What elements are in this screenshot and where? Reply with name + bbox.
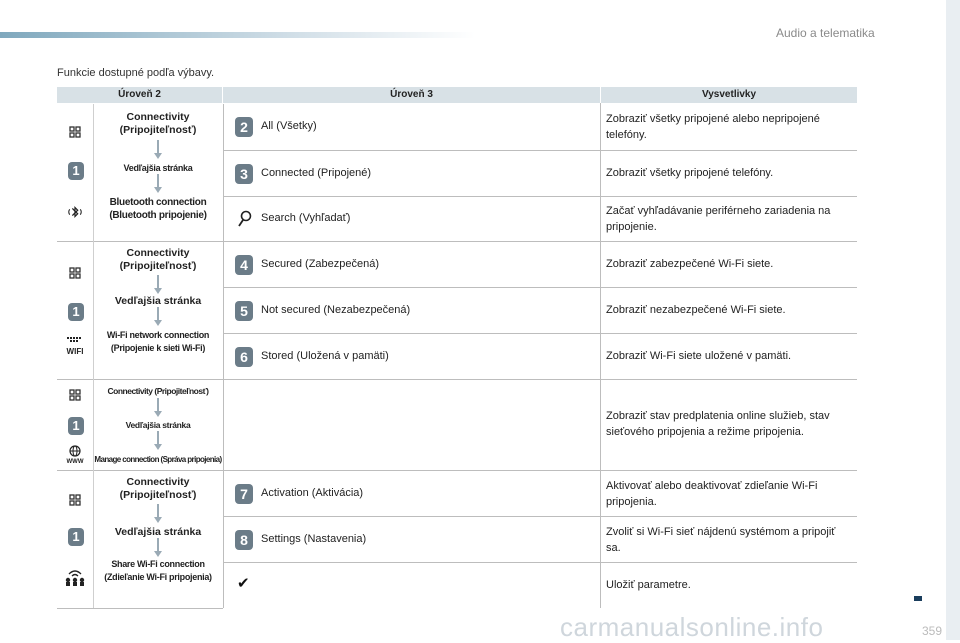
table-row	[223, 151, 857, 197]
row-description: Aktivovať alebo deaktivovať zdieľanie Wi-Fi pripojenia.	[606, 480, 818, 508]
level2-wifi-network-connection: Wi-Fi network connection (Pripojenie k sieti Wi-Fi)	[106, 330, 210, 353]
page-number: 359	[921, 624, 942, 638]
step-badge: 1	[68, 162, 84, 180]
level2-secondary-page: Vedľajšia stránka	[123, 163, 193, 173]
table-row	[223, 517, 857, 563]
level2-connectivity: Connectivity (Pripojiteľnosť)	[107, 386, 209, 396]
number-badge: 3	[235, 164, 253, 184]
level2-connectivity: Connectivity (Pripojiteľnosť)	[119, 247, 197, 272]
step-badge: 1	[68, 528, 84, 546]
arrow-down-icon	[155, 431, 161, 451]
level3-label: Stored (Uložená v pamäti)	[261, 350, 389, 362]
row-description: Začať vyhľadávanie periférneho zariadenia na pripojenie.	[606, 205, 831, 233]
arrow-down-icon	[155, 275, 161, 295]
grid-icon	[67, 124, 83, 140]
number-badge: 2	[235, 117, 253, 137]
share-wifi-icon	[64, 566, 86, 586]
level2-manage-connection: Manage connection (Správa pripojenia)	[94, 455, 222, 464]
page-marker	[914, 596, 922, 601]
level2-connectivity: Connectivity (Pripojiteľnosť)	[119, 111, 197, 136]
table-row	[223, 242, 857, 288]
level2-secondary-page: Vedľajšia stránka	[114, 526, 202, 538]
table-row	[223, 380, 857, 471]
group-bluetooth	[57, 104, 223, 242]
arrow-down-icon	[155, 174, 161, 194]
group-manage-connection	[57, 379, 223, 471]
search-icon	[237, 210, 253, 226]
level2-connectivity: Connectivity (Pripojiteľnosť)	[119, 476, 197, 501]
number-badge: 6	[235, 347, 253, 367]
www-icon	[64, 445, 86, 465]
level3-label: Activation (Aktivácia)	[261, 487, 364, 499]
watermark: carmanualsonline.info	[560, 612, 824, 642]
grid-icon	[67, 265, 83, 281]
header-level2: Úroveň 2	[57, 87, 222, 103]
step-badge: 1	[68, 303, 84, 321]
page-edge-strip	[946, 0, 960, 640]
table-row	[223, 288, 857, 334]
row-description: Zobraziť Wi-Fi siete uložené v pamäti.	[606, 350, 792, 362]
number-badge: 5	[235, 301, 253, 321]
table-row	[223, 471, 857, 517]
row-description: Zobraziť zabezpečené Wi-Fi siete.	[606, 258, 774, 270]
level2-share-wifi-connection: Share Wi-Fi connection (Zdieľanie Wi-Fi pripojenia)	[104, 559, 212, 582]
table-row	[223, 563, 857, 608]
level3-label: Not secured (Nezabezpečená)	[261, 304, 411, 316]
row-description: Zobraziť všetky pripojené telefóny.	[606, 167, 774, 179]
arrow-down-icon	[155, 140, 161, 160]
group-wifi-network	[57, 241, 223, 380]
svg-text:WIFI: WIFI	[66, 347, 84, 356]
level3-label: Settings (Nastavenia)	[261, 533, 367, 545]
grid-icon	[67, 492, 83, 508]
table-row	[223, 104, 857, 151]
section-title: Audio a telematika	[776, 26, 875, 40]
row-description: Zobraziť všetky pripojené alebo nepripojené telefóny.	[606, 113, 820, 141]
table-row	[223, 197, 857, 242]
number-badge: 4	[235, 255, 253, 275]
checkmark-icon: ✔	[237, 575, 250, 592]
arrow-down-icon	[155, 307, 161, 327]
level3-label: Secured (Zabezpečená)	[261, 258, 380, 270]
number-badge: 8	[235, 530, 253, 550]
header-bar	[0, 32, 475, 38]
level3-label: Connected (Pripojené)	[261, 167, 372, 179]
grid-icon	[67, 387, 83, 403]
intro-note: Funkcie dostupné podľa výbavy.	[57, 67, 215, 79]
bluetooth-icon	[67, 204, 83, 220]
number-badge: 7	[235, 484, 253, 504]
header-legend: Vysvetlivky	[601, 87, 857, 103]
svg-text:WWW: WWW	[66, 459, 84, 465]
level3-label: Search (Vyhľadať)	[261, 212, 351, 224]
row-description: Uložiť parametre.	[606, 579, 691, 591]
row-description: Zobraziť stav predplatenia online služieb, stav sieťového pripojenia a režime pripojenia.	[606, 410, 830, 438]
header-level3: Úroveň 3	[223, 87, 600, 103]
row-description: Zobraziť nezabezpečené Wi-Fi siete.	[606, 304, 786, 316]
level2-secondary-page: Vedľajšia stránka	[125, 420, 191, 430]
table-row	[223, 334, 857, 380]
arrow-down-icon	[155, 504, 161, 524]
row-description: Zvoliť si Wi-Fi sieť nájdenú systémom a pripojiť sa.	[606, 526, 836, 554]
level2-bluetooth-connection: Bluetooth connection (Bluetooth pripojenie)	[109, 197, 207, 221]
arrow-down-icon	[155, 538, 161, 558]
level2-secondary-page: Vedľajšia stránka	[114, 295, 202, 307]
group-share-wifi	[57, 470, 223, 609]
level3-label: All (Všetky)	[261, 120, 317, 132]
step-badge: 1	[68, 417, 84, 435]
arrow-down-icon	[155, 398, 161, 418]
wifi-icon	[64, 337, 86, 357]
